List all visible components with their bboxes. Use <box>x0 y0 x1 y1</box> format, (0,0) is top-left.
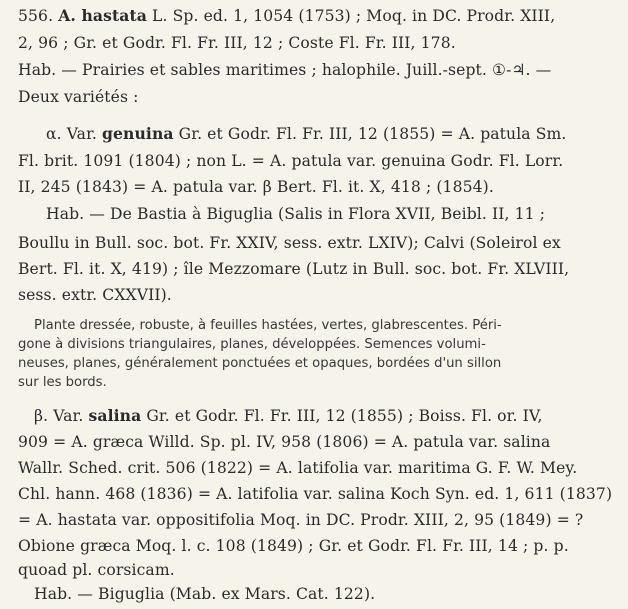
genuina-description-1: Plante dressée, robuste, à feuilles hastées, vertes, glabrescentes. Péri- <box>34 318 502 333</box>
salina-line-2: 909 = A. græca Willd. Sp. pl. IV, 958 (1806) = A. patula var. salina <box>18 433 551 451</box>
species-name: A. hastata <box>58 6 147 25</box>
genuina-habitat-2: Boullu in Bull. soc. bot. Fr. XXIV, sess. extr. LXIV); Calvi (Soleirol ex <box>18 234 561 252</box>
salina-line-3: Wallr. Sched. crit. 506 (1822) = A. latifolia var. maritima G. F. W. Mey. <box>18 459 578 477</box>
salina-line-4: Chl. hann. 468 (1836) = A. latifolia var. salina Koch Syn. ed. 1, 611 (1837) <box>18 485 613 503</box>
entry-line-1 <box>18 6 622 26</box>
salina-line-6: Obione græca Moq. l. c. 108 (1849) ; Gr. et Godr. Fl. Fr. III, 14 ; p. p. <box>18 537 569 555</box>
salina-name: salina <box>88 406 142 425</box>
genuina-description-4: sur les bords. <box>18 375 107 390</box>
salina-line-5: = A. hastata var. oppositifolia Moq. in DC. Prodr. XIII, 2, 95 (1849) = ? <box>18 511 584 529</box>
genuina-line-3: II, 245 (1843) = A. patula var. β Bert. Fl. it. X, 418 ; (1854). <box>18 178 494 196</box>
entry-number: 556. <box>18 7 54 25</box>
genuina-habitat-4: sess. extr. CXXVII). <box>18 286 172 304</box>
entry-line-1-rest: L. Sp. ed. 1, 1054 (1753) ; Moq. in DC. Prodr. XIII, <box>146 7 556 25</box>
genuina-description-3: neuses, planes, généralement ponctuées et opaques, bordées d'un sillon <box>18 356 502 371</box>
genuina-line-1-rest: Gr. et Godr. Fl. Fr. III, 12 (1855) = A. patula Sm. <box>173 125 567 143</box>
entry-varieties-intro: Deux variétés : <box>18 88 139 106</box>
genuina-line-1 <box>46 124 622 144</box>
genuina-description-2: gone à divisions triangulaires, planes, développées. Semences volumi- <box>18 337 486 352</box>
genuina-habitat-3: Bert. Fl. it. X, 419) ; île Mezzomare (Lutz in Bull. soc. bot. Fr. XLVIII, <box>18 260 570 278</box>
salina-prefix: β. Var. <box>34 407 84 425</box>
salina-habitat: Hab. — Biguglia (Mab. ex Mars. Cat. 122). <box>34 585 376 603</box>
genuina-name: genuina <box>102 124 174 143</box>
genuina-habitat-1: Hab. — De Bastia à Biguglia (Salis in Flora XVII, Beibl. II, 11 ; <box>46 205 546 223</box>
genuina-line-2: Fl. brit. 1091 (1804) ; non L. = A. patula var. genuina Godr. Fl. Lorr. <box>18 152 564 170</box>
salina-line-1 <box>34 406 622 426</box>
entry-habitat: Hab. — Prairies et sables maritimes ; halophile. Juill.-sept. ①-♃. — <box>18 61 552 79</box>
entry-line-2: 2, 96 ; Gr. et Godr. Fl. Fr. III, 12 ; Coste Fl. Fr. III, 178. <box>18 34 456 52</box>
genuina-prefix: α. Var. <box>46 125 97 143</box>
salina-line-7: quoad pl. corsicam. <box>18 561 175 579</box>
salina-line-1-rest: Gr. et Godr. Fl. Fr. III, 12 (1855) ; Boiss. Fl. or. IV, <box>141 407 543 425</box>
